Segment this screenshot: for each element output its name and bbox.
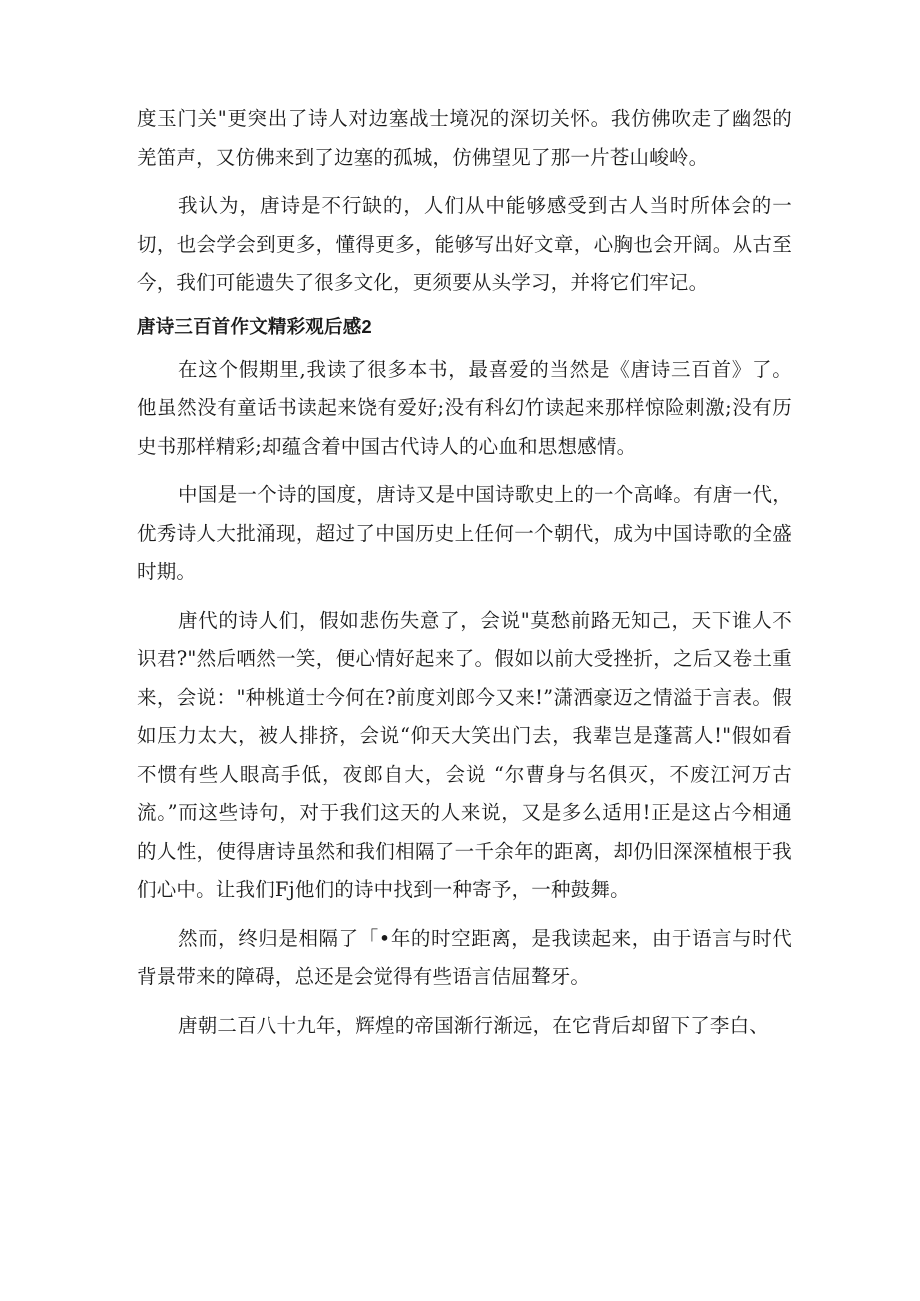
paragraph-intro: 在这个假期里,我读了很多本书，最喜爱的当然是《唐诗三百首》了。他虽然没有童话书读起来饶有爱好;没有科幻竹读起来那样惊险刺激;没有历史书那样精彩;却蕴含着中国古代诗人的心血和思想感情。 (137, 357, 792, 458)
document-body (137, 100, 792, 1045)
paragraph-poetry-nation: 中国是一个诗的国度，唐诗又是中国诗歌史上的一个高峰。有唐一代，优秀诗人大批涌现，超过了中国历史上任何一个朝代，成为中国诗歌的全盛时期。 (137, 483, 792, 583)
paragraph-poets-quotes: 唐代的诗人们，假如悲伤失意了，会说"莫愁前路无知己，天下谁人不识君?"然后哂然一笑，便心情好起来了。假如以前大受挫折，之后又卷土重来，会说："种桃道士今何在?前度刘郎今又来!”潇洒豪迈之情溢于言表。假如压力太大，被人排挤，会说“仰天大笑出门去，我辈岂是蓬蒿人!"假如看不惯有些人眼高手低，夜郎自大，会说 “尔曹身与名俱灭，不废江河万古流。”而这些诗句，对于我们这天的人来说，又是多么适用!正是这占今相通的人性，使得唐诗虽然和我们相隔了一千余年的距离，却仍旧深深植根于我们心中。让我们Fj他们的诗中找到一种寄予，一种鼓舞。 (137, 608, 792, 901)
paragraph-language-barrier: 然而，终归是相隔了「•年的时空距离，是我读起来，由于语言与时代背景带来的障碍，总还是会觉得有些语言佶屈聱牙。 (137, 926, 792, 988)
section-heading: 唐诗三百首作文精彩观后感2 (137, 315, 372, 337)
paragraph-continuation: 度玉门关"更突出了诗人对边塞战士境况的深切关怀。我仿佛吹走了幽怨的羌笛声，又仿佛来到了边塞的孤城，仿佛望见了那一片苍山峻岭。 (137, 107, 792, 169)
paragraph-tang-dynasty: 唐朝二百八十九年，辉煌的帝国渐行渐远，在它背后却留下了李白、 (178, 1013, 770, 1037)
paragraph-conclusion: 我认为，唐诗是不行缺的，人们从中能够感受到古人当时所体会的一切，也会学会到更多，懂得更多，能够写出好文章，心胸也会开阔。从古至今，我们可能遗失了很多文化，更须要从头学习，并将它们牢记。 (137, 194, 792, 294)
